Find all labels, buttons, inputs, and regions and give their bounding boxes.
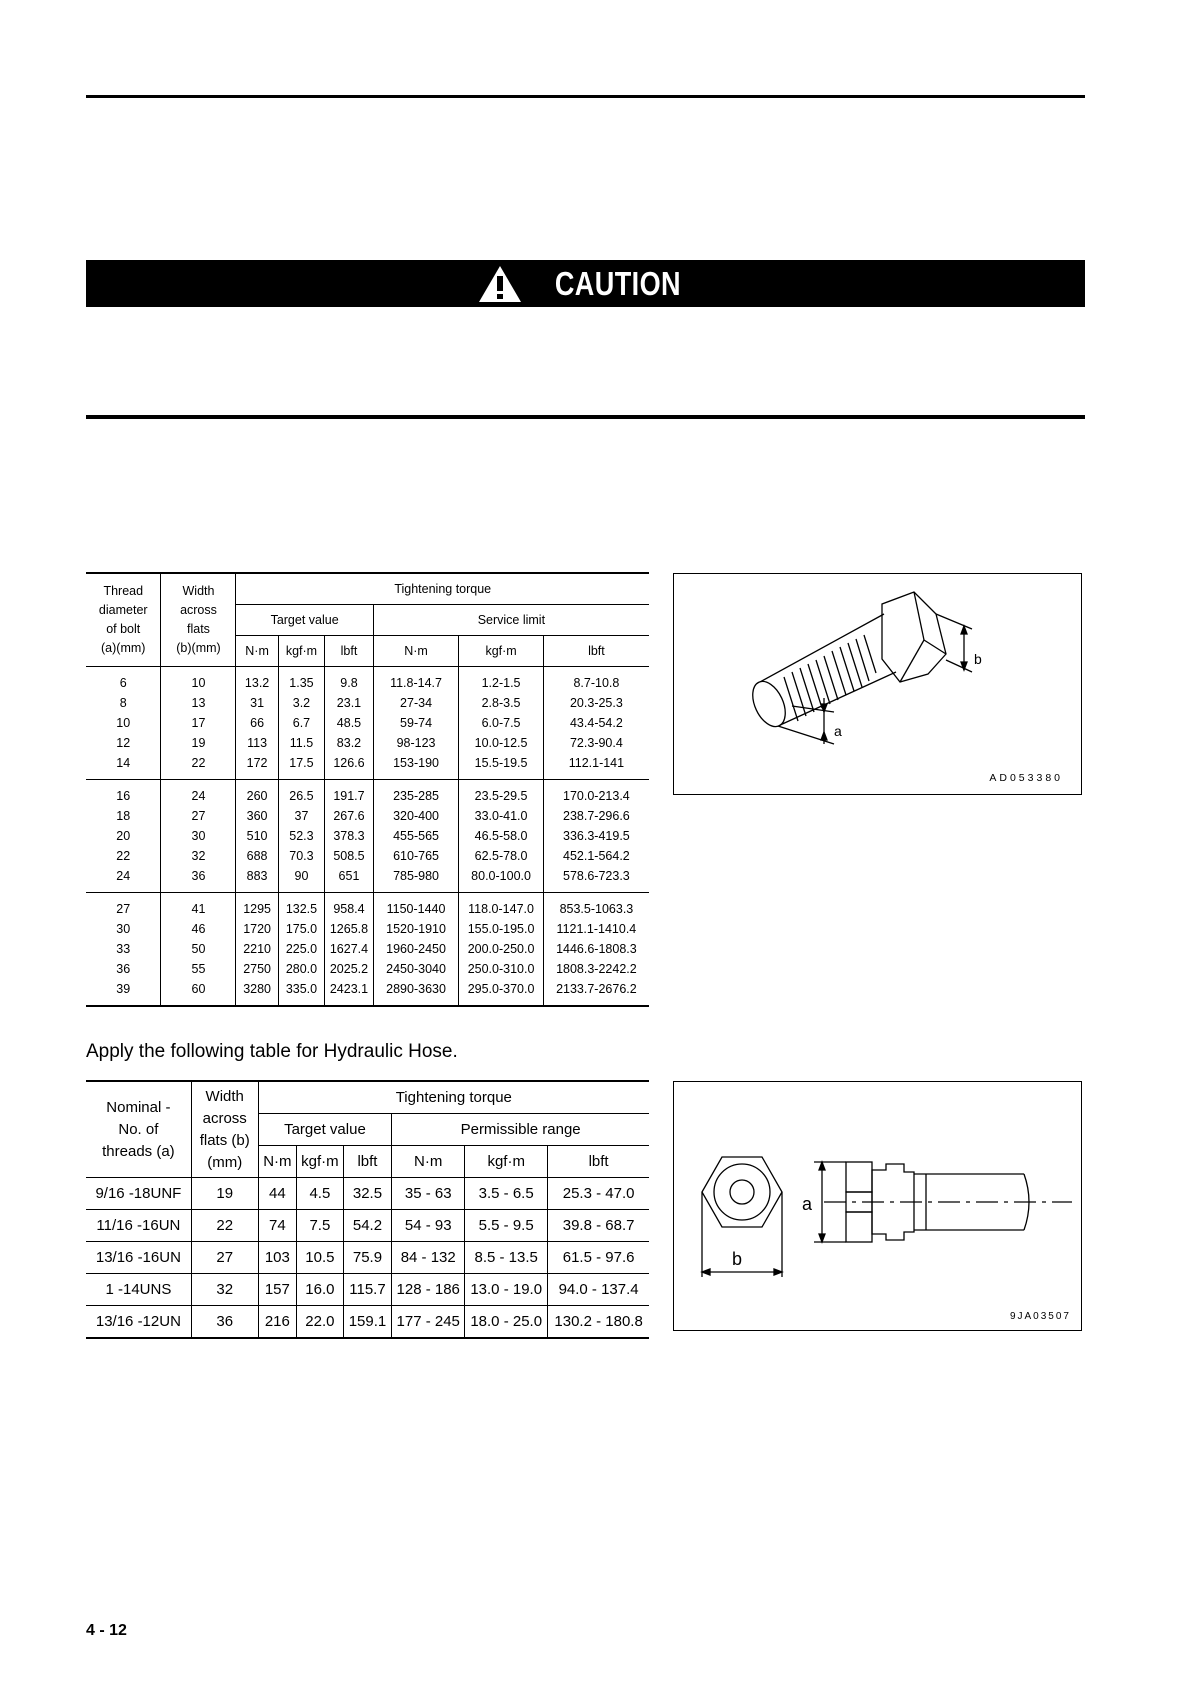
table-cell: 958.4	[325, 893, 374, 920]
table-cell: 853.5-1063.3	[543, 893, 649, 920]
table-cell: 22.0	[297, 1306, 344, 1339]
hose-fitting-drawing	[674, 1082, 1081, 1330]
table-cell: 23.1	[325, 693, 374, 713]
table-cell: 2.8-3.5	[459, 693, 544, 713]
table-cell: 1295	[236, 893, 278, 920]
table-cell: 62.5-78.0	[459, 846, 544, 866]
table-cell: 36	[116, 962, 131, 976]
table-cell: 23.5-29.5	[459, 780, 544, 807]
table-cell: 44	[258, 1178, 296, 1210]
table-cell: 72.3-90.4	[543, 733, 649, 753]
table-cell: 103	[258, 1242, 296, 1274]
table-cell: 115.7	[343, 1274, 392, 1306]
table-cell: 3.2	[278, 693, 324, 713]
table-cell: 24	[161, 780, 236, 807]
unit-header: N·m	[392, 1146, 465, 1178]
table-cell: 12	[116, 736, 131, 750]
table-cell: 172	[236, 753, 278, 780]
hose-fitting-figure	[673, 1081, 1082, 1331]
table-cell: 13.0 - 19.0	[465, 1274, 548, 1306]
table-cell: 170.0-213.4	[543, 780, 649, 807]
table-cell: 295.0-370.0	[459, 979, 544, 1006]
nominal-threads-header: Nominal - No. of threads (a)	[86, 1081, 191, 1178]
table-cell: 455-565	[373, 826, 459, 846]
table-cell: 54.2	[343, 1210, 392, 1242]
unit-header: N·m	[258, 1146, 296, 1178]
table-cell: 54 - 93	[392, 1210, 465, 1242]
table-row	[86, 893, 649, 920]
table-cell: 19	[161, 733, 236, 753]
table-cell: 39	[86, 979, 161, 1006]
header-row	[86, 1081, 649, 1114]
table-cell: 13	[161, 693, 236, 713]
table-cell: 10	[161, 667, 236, 694]
table-cell: 39.8 - 68.7	[548, 1210, 649, 1242]
width-across-flats-header: Width across flats (b) (mm)	[191, 1081, 258, 1178]
table-cell: 320-400	[373, 806, 459, 826]
table-cell: 8	[119, 696, 127, 710]
table-cell: 46	[161, 919, 236, 939]
table-cell: 36	[191, 1306, 258, 1339]
table-cell: 9.8	[325, 667, 374, 694]
table-cell: 17.5	[278, 753, 324, 780]
table-cell: 2423.1	[325, 979, 374, 1006]
table-cell: 25.3 - 47.0	[548, 1178, 649, 1210]
table-cell: 159.1	[343, 1306, 392, 1339]
table-cell: 578.6-723.3	[543, 866, 649, 893]
table-cell: 27	[161, 806, 236, 826]
tightening-torque-header: Tightening torque	[236, 573, 649, 605]
table-row	[86, 667, 649, 694]
table-row	[86, 753, 649, 780]
table-cell: 19	[191, 1178, 258, 1210]
table-cell: 1265.8	[325, 919, 374, 939]
table-cell: 48.5	[325, 713, 374, 733]
table-cell: 1627.4	[325, 939, 374, 959]
table-cell: 191.7	[325, 780, 374, 807]
table-cell: 75.9	[343, 1242, 392, 1274]
unit-header: lbft	[343, 1146, 392, 1178]
table-cell: 2025.2	[325, 959, 374, 979]
table-cell: 3.5 - 6.5	[465, 1178, 548, 1210]
table-cell: 112.1-141	[543, 753, 649, 780]
table-row	[86, 1274, 649, 1306]
table-cell: 225.0	[278, 939, 324, 959]
table-cell: 94.0 - 137.4	[548, 1274, 649, 1306]
table-cell: 27-34	[373, 693, 459, 713]
table-cell: 46.5-58.0	[459, 826, 544, 846]
table-cell: 80.0-100.0	[459, 866, 544, 893]
service-limit-header: Service limit	[373, 605, 649, 636]
table-cell: 27	[191, 1242, 258, 1274]
bolt-label-a: a	[834, 723, 842, 739]
table-cell: 4.5	[297, 1178, 344, 1210]
thread-diameter-header: Thread diameter of bolt (a)(mm)	[86, 573, 161, 667]
table-cell: 61.5 - 97.6	[548, 1242, 649, 1274]
table-cell: 55	[161, 959, 236, 979]
table-row	[86, 693, 649, 713]
caution-label: CAUTION	[554, 264, 681, 302]
table-cell: 2750	[236, 959, 278, 979]
bolt-torque-table	[86, 572, 649, 1007]
table-cell: 336.3-419.5	[543, 826, 649, 846]
unit-header: N·m	[236, 636, 278, 667]
table-cell: 43.4-54.2	[543, 713, 649, 733]
table-cell: 11.5	[278, 733, 324, 753]
table-cell: 13/16 -12UN	[86, 1306, 191, 1339]
table-cell: 22	[191, 1210, 258, 1242]
table-cell: 70.3	[278, 846, 324, 866]
warning-icon	[477, 264, 523, 304]
table-cell: 175.0	[278, 919, 324, 939]
hose-label-a: a	[802, 1194, 813, 1214]
hose-intro: Apply the following table for Hydraulic Hose.	[86, 1041, 458, 1062]
table-cell: 50	[161, 939, 236, 959]
table-cell: 1 -14UNS	[86, 1274, 191, 1306]
table-cell: 2450-3040	[373, 959, 459, 979]
table-row	[86, 733, 649, 753]
table-cell: 1720	[236, 919, 278, 939]
table-cell: 16.0	[297, 1274, 344, 1306]
table-cell: 22	[116, 849, 131, 863]
table-cell: 60	[161, 979, 236, 1006]
table-row	[86, 979, 649, 1006]
table-cell: 785-980	[373, 866, 459, 893]
table-cell: 155.0-195.0	[459, 919, 544, 939]
table-cell: 30	[161, 826, 236, 846]
table-cell: 2210	[236, 939, 278, 959]
table-cell: 126.6	[325, 753, 374, 780]
table-cell: 36	[161, 866, 236, 893]
width-across-flats-header: Width across flats (b)(mm)	[161, 573, 236, 667]
table-cell: 651	[325, 866, 374, 893]
table-cell: 508.5	[325, 846, 374, 866]
table-cell: 360	[236, 806, 278, 826]
table-cell: 157	[258, 1274, 296, 1306]
table-cell: 32.5	[343, 1178, 392, 1210]
table-cell: 10	[116, 716, 131, 730]
table-row	[86, 780, 649, 807]
table-cell: 260	[236, 780, 278, 807]
table-cell: 153-190	[373, 753, 459, 780]
table-cell: 8.7-10.8	[543, 667, 649, 694]
table-cell: 2890-3630	[373, 979, 459, 1006]
table-cell: 200.0-250.0	[459, 939, 544, 959]
table-cell: 30	[116, 922, 131, 936]
tightening-torque-header: Tightening torque	[258, 1081, 649, 1114]
table-row	[86, 1210, 649, 1242]
table-cell: 11.8-14.7	[373, 667, 459, 694]
table-cell: 267.6	[325, 806, 374, 826]
caution-bottom-rule	[86, 415, 1085, 419]
hose-torque-table	[86, 1080, 649, 1339]
table-cell: 378.3	[325, 826, 374, 846]
table-cell: 280.0	[278, 959, 324, 979]
table-cell: 177 - 245	[392, 1306, 465, 1339]
table-cell: 35 - 63	[392, 1178, 465, 1210]
table-cell: 128 - 186	[392, 1274, 465, 1306]
bolt-drawing	[674, 574, 1081, 794]
table-cell: 9/16 -18UNF	[86, 1178, 191, 1210]
figure-code-2: 9JA03507	[1009, 1311, 1071, 1322]
table-cell: 688	[236, 846, 278, 866]
table-row	[86, 806, 649, 826]
unit-header: lbft	[325, 636, 374, 667]
table-cell: 10.5	[297, 1242, 344, 1274]
figure-code: AD053380	[989, 772, 1063, 784]
table-cell: 52.3	[278, 826, 324, 846]
header-row	[86, 573, 649, 605]
table-cell: 27	[86, 893, 161, 920]
table-cell: 6	[86, 667, 161, 694]
table-cell: 1520-1910	[373, 919, 459, 939]
table-row	[86, 939, 649, 959]
table-row	[86, 959, 649, 979]
table-cell: 24	[116, 869, 131, 883]
table-cell: 130.2 - 180.8	[548, 1306, 649, 1339]
unit-header: kgf·m	[459, 636, 544, 667]
table-cell: 1150-1440	[373, 893, 459, 920]
table-cell: 41	[161, 893, 236, 920]
table-cell: 15.5-19.5	[459, 753, 544, 780]
bolt-label-b: b	[974, 651, 982, 667]
table-cell: 132.5	[278, 893, 324, 920]
table-cell: 74	[258, 1210, 296, 1242]
unit-header: kgf·m	[278, 636, 324, 667]
table-cell: 113	[236, 733, 278, 753]
table-cell: 1960-2450	[373, 939, 459, 959]
table-cell: 610-765	[373, 846, 459, 866]
table-cell: 1121.1-1410.4	[543, 919, 649, 939]
page-number: 4 - 12	[86, 1622, 127, 1639]
table-cell: 250.0-310.0	[459, 959, 544, 979]
table-cell: 32	[191, 1274, 258, 1306]
table-cell: 33.0-41.0	[459, 806, 544, 826]
table-cell: 5.5 - 9.5	[465, 1210, 548, 1242]
table-cell: 26.5	[278, 780, 324, 807]
table-cell: 14	[116, 756, 131, 770]
table-row	[86, 713, 649, 733]
table-cell: 883	[236, 866, 278, 893]
table-row	[86, 1306, 649, 1339]
unit-header: lbft	[548, 1146, 649, 1178]
table-cell: 335.0	[278, 979, 324, 1006]
table-cell: 83.2	[325, 733, 374, 753]
table-cell: 216	[258, 1306, 296, 1339]
table-row	[86, 1242, 649, 1274]
table-cell: 118.0-147.0	[459, 893, 544, 920]
table-cell: 90	[278, 866, 324, 893]
table-cell: 238.7-296.6	[543, 806, 649, 826]
table-cell: 13/16 -16UN	[86, 1242, 191, 1274]
table-cell: 66	[236, 713, 278, 733]
table-cell: 235-285	[373, 780, 459, 807]
table-cell: 452.1-564.2	[543, 846, 649, 866]
table-cell: 20	[116, 829, 131, 843]
table-cell: 33	[116, 942, 131, 956]
table-cell: 11/16 -16UN	[86, 1210, 191, 1242]
table-cell: 20.3-25.3	[543, 693, 649, 713]
table-cell: 18.0 - 25.0	[465, 1306, 548, 1339]
table-row	[86, 919, 649, 939]
table-row	[86, 866, 649, 893]
hose-label-b: b	[732, 1249, 743, 1269]
table-cell: 1808.3-2242.2	[543, 959, 649, 979]
table-cell: 16	[86, 780, 161, 807]
bolt-figure	[673, 573, 1082, 795]
table-cell: 3280	[236, 979, 278, 1006]
unit-header: kgf·m	[297, 1146, 344, 1178]
table-cell: 1.2-1.5	[459, 667, 544, 694]
top-rule	[86, 95, 1085, 98]
table-cell: 13.2	[236, 667, 278, 694]
table-cell: 32	[161, 846, 236, 866]
table-cell: 1446.6-1808.3	[543, 939, 649, 959]
table-cell: 10.0-12.5	[459, 733, 544, 753]
table-row	[86, 846, 649, 866]
table-cell: 2133.7-2676.2	[543, 979, 649, 1006]
table-cell: 59-74	[373, 713, 459, 733]
table-cell: 8.5 - 13.5	[465, 1242, 548, 1274]
table-row	[86, 1178, 649, 1210]
table-cell: 6.0-7.5	[459, 713, 544, 733]
table-cell: 84 - 132	[392, 1242, 465, 1274]
table-cell: 18	[116, 809, 131, 823]
unit-header: N·m	[373, 636, 459, 667]
table-cell: 22	[161, 753, 236, 780]
table-cell: 98-123	[373, 733, 459, 753]
unit-header: lbft	[543, 636, 649, 667]
table-cell: 510	[236, 826, 278, 846]
table-row	[86, 826, 649, 846]
table-cell: 7.5	[297, 1210, 344, 1242]
caution-banner	[86, 260, 1085, 307]
table-cell: 37	[278, 806, 324, 826]
target-value-header: Target value	[258, 1114, 392, 1146]
table-cell: 6.7	[278, 713, 324, 733]
table-cell: 31	[236, 693, 278, 713]
table-cell: 17	[161, 713, 236, 733]
permissible-range-header: Permissible range	[392, 1114, 649, 1146]
table-cell: 1.35	[278, 667, 324, 694]
target-value-header: Target value	[236, 605, 373, 636]
unit-header: kgf·m	[465, 1146, 548, 1178]
